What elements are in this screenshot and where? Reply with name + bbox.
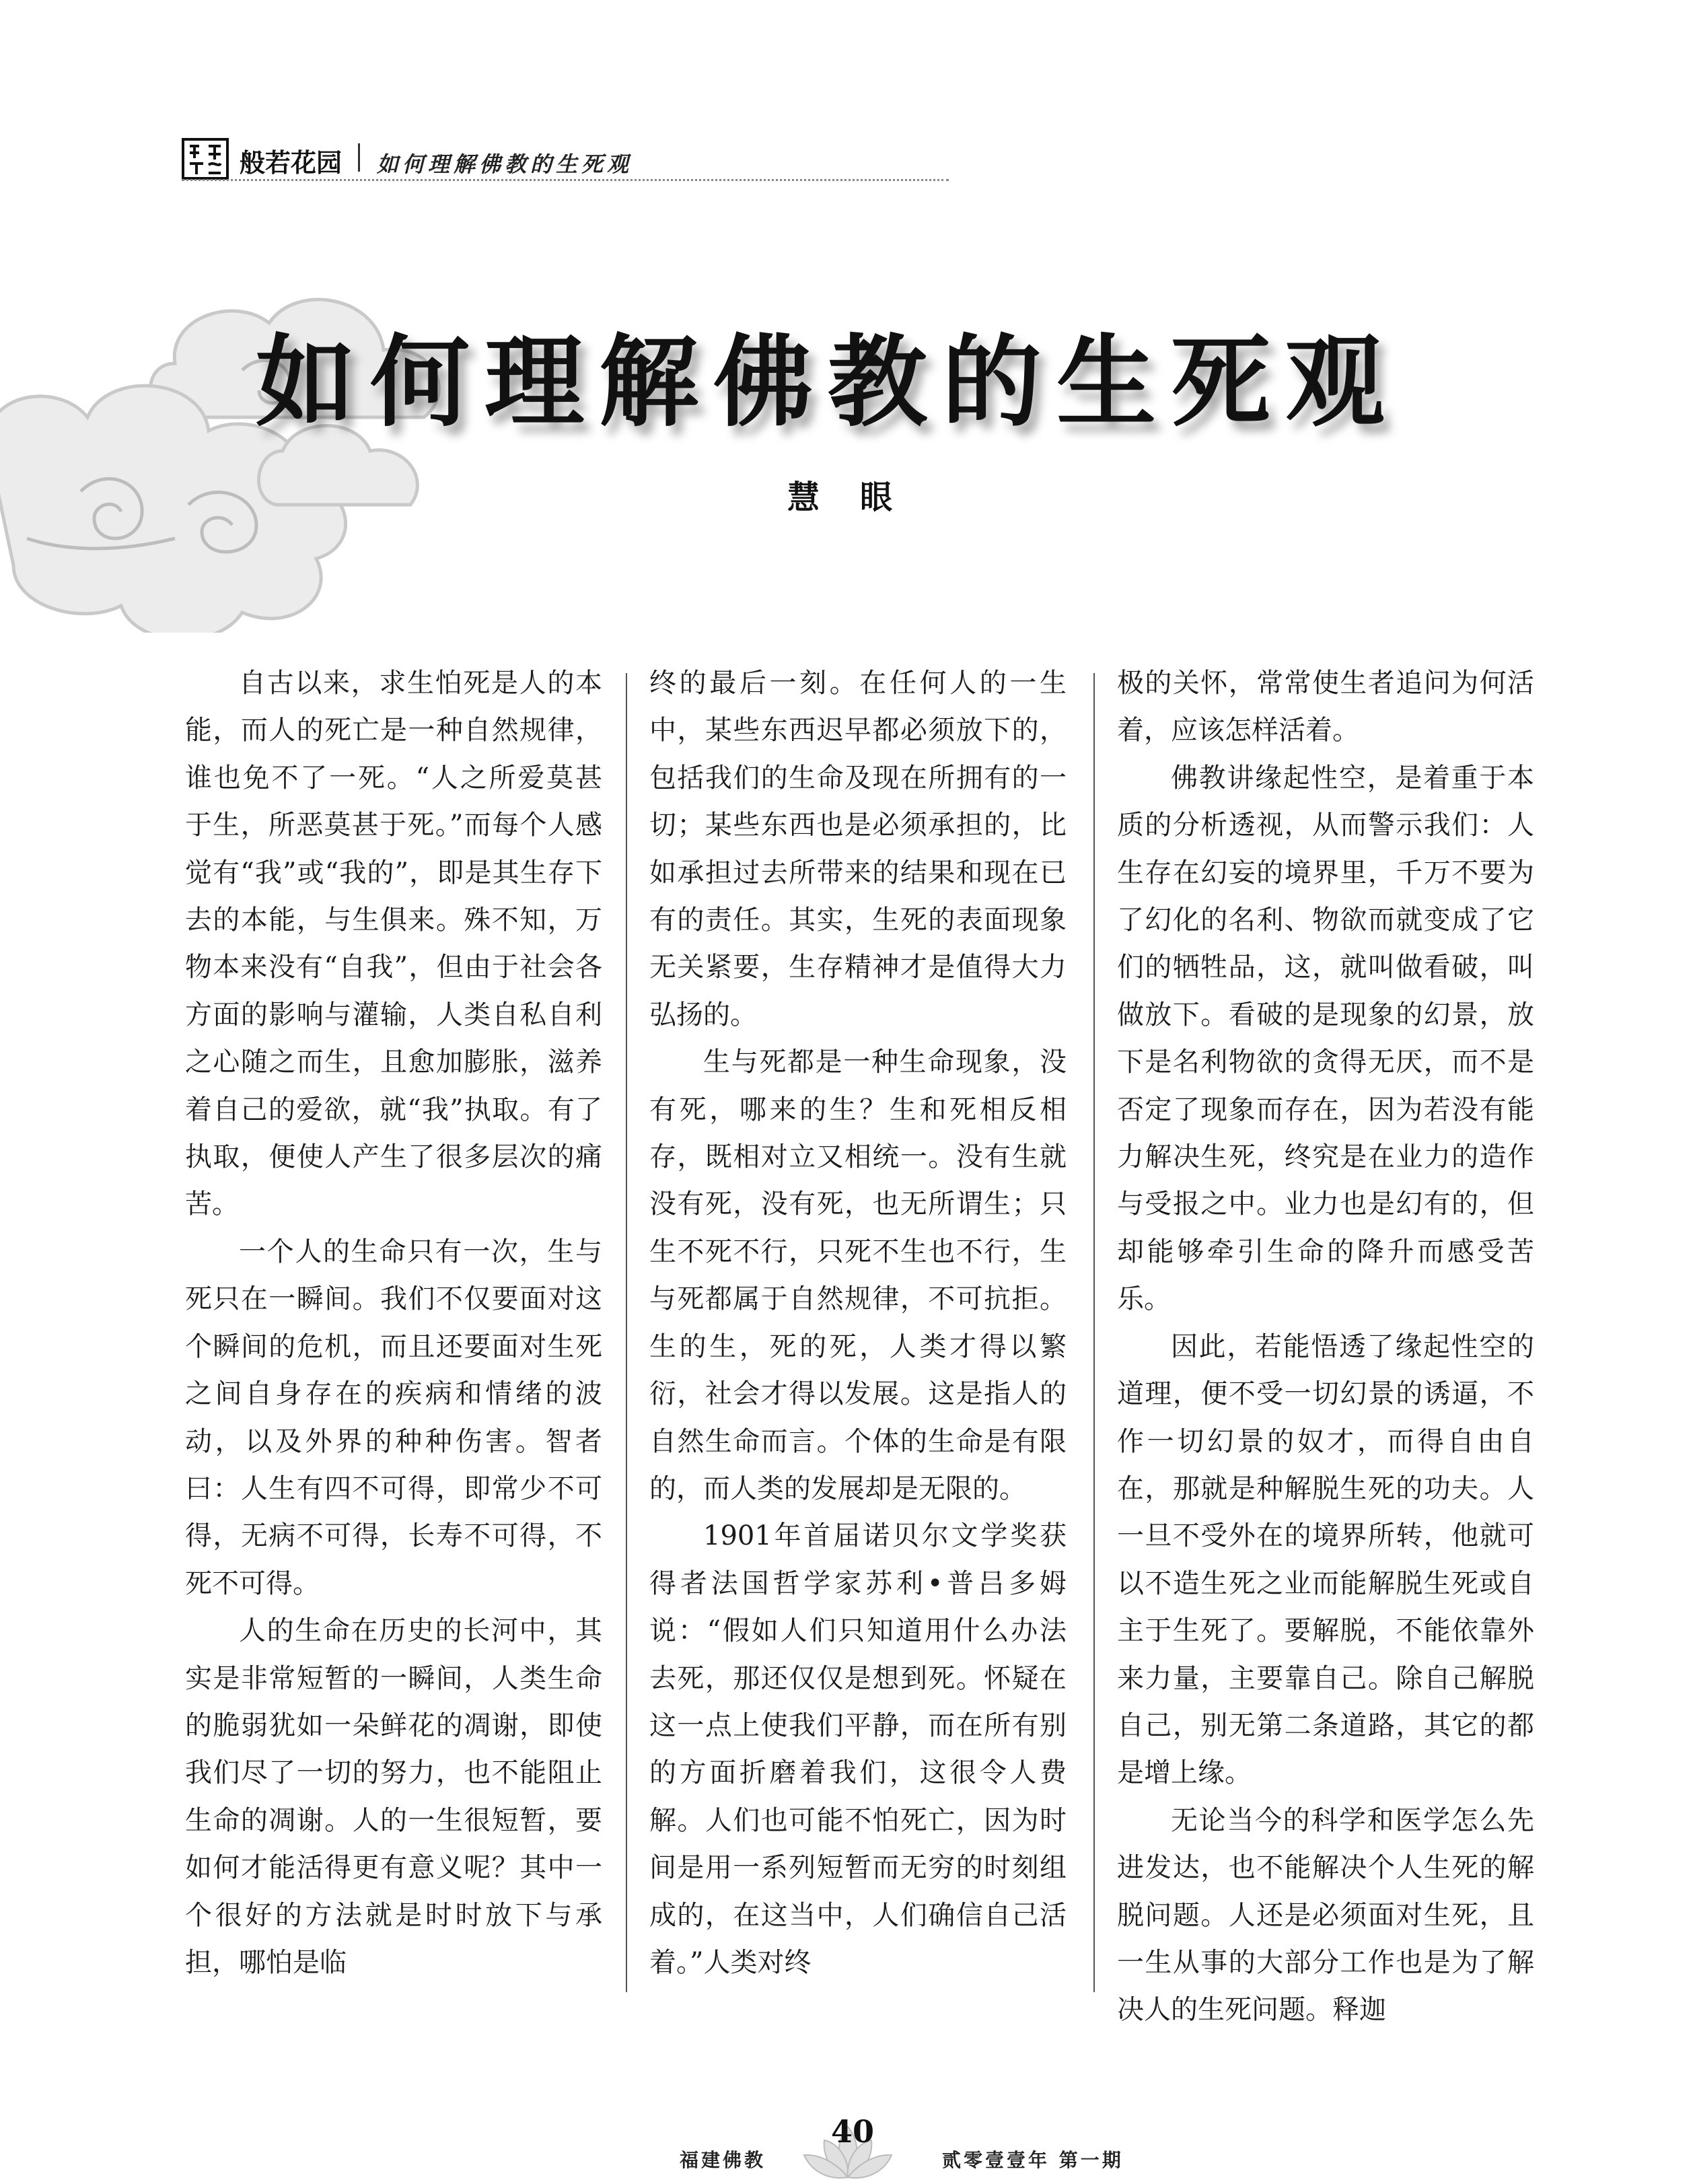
paragraph: 无论当今的科学和医学怎么先进发达，也不能解决个人生死的解脱问题。人还是必须面对生死，且一生从事的大部分工作也是为了解决人的生死问题。释迦	[1117, 1804, 1534, 2026]
paragraph: 终的最后一刻。在任何人的一生中，某些东西迟早都必须放下的，包括我们的生命及现在所拥有的一切；某些东西也是必须承担的，比如承担过去所带来的结果和现在已有的责任。其实，生死的表面现象无关紧要，生存精神才是值得大力弘扬的。	[649, 668, 1067, 1030]
header-divider	[358, 143, 360, 172]
text-column-1	[185, 660, 602, 1986]
paragraph: 一个人的生命只有一次，生与死只在一瞬间。我们不仅要面对这个瞬间的危机，而且还要面对生死之间自身存在的疾病和情绪的波动，以及外界的种种伤害。智者曰：人生有四不可得，即常少不可得，无病不可得，长寿不可得，不死不可得。	[185, 1236, 602, 1599]
journal-seal-logo	[182, 138, 229, 180]
paragraph: 人的生命在历史的长河中，其实是非常短暂的一瞬间，人类生命的脆弱犹如一朵鲜花的凋谢，即使我们尽了一切的努力，也不能阻止生命的凋谢。人的一生很短暂，要如何才能活得更有意义呢？其中一个很好的方法就是时时放下与承担，哪怕是临	[185, 1615, 602, 1978]
header-dotted-rule	[182, 179, 949, 181]
paragraph: 1901年首届诺贝尔文学奖获得者法国哲学家苏利•普吕多姆说：“假如人们只知道用什么办法去死，那还仅仅是想到死。怀疑在这一点上使我们平静，而在所有别的方面折磨着我们，这很令人费解。人们也可能不怕死亡，因为时间是用一系列短暂而无穷的时刻组成的，在这当中，人们确信自己活着。”人类对终	[649, 1520, 1067, 1978]
paragraph: 佛教讲缘起性空，是着重于本质的分析透视，从而警示我们：人生存在幻妄的境界里，千万不要为了幻化的名利、物欲而就变成了它们的牺牲品，这，就叫做看破，叫做放下。看破的是现象的幻景，放下是名利物欲的贪得无厌，而不是否定了现象而存在，因为若没有能力解决生死，终究是在业力的造作与受报之中。业力也是幻有的，但却能够牵引生命的降升而感受苦乐。	[1117, 762, 1534, 1315]
paragraph: 生与死都是一种生命现象，没有死，哪来的生？生和死相反相存，既相对立又相统一。没有生就没有死，没有死，也无所谓生；只生不死不行，只死不生也不行，生与死都属于自然规律，不可抗拒。生的生，死的死，人类才得以繁衍，社会才得以发展。这是指人的自然生命而言。个体的生命是有限的，而人类的发展却是无限的。	[649, 1047, 1067, 1504]
running-title: 如何理解佛教的生死观	[377, 151, 633, 177]
text-column-2	[649, 660, 1067, 1986]
footer-issue: 贰零壹壹年 第一期	[942, 2149, 1124, 2171]
article-author: 慧眼	[787, 479, 933, 516]
column-divider	[1093, 673, 1095, 1992]
page-number: 40	[831, 2113, 875, 2150]
section-name: 般若花园	[240, 148, 343, 178]
paragraph: 因此，若能悟透了缘起性空的道理，便不受一切幻景的诱逼，不作一切幻景的奴才，而得自由自在，那就是种解脱生死的功夫。人一旦不受外在的境界所转，他就可以不造生死之业而能解脱生死或自主于生死了。要解脱，不能依靠外来力量，主要靠自己。除自己解脱自己，别无第二条道路，其它的都是增上缘。	[1117, 1331, 1534, 1789]
footer-journal: 福建佛教	[680, 2149, 766, 2171]
running-header	[182, 138, 949, 178]
paragraph: 自古以来，求生怕死是人的本能，而人的死亡是一种自然规律，谁也免不了一死。“人之所爱莫甚于生，所恶莫甚于死。”而每个人感觉有“我”或“我的”，即是其生存下去的本能，与生俱来。殊不知，万物本来没有“自我”，但由于社会各方面的影响与灌输，人类自私自利之心随之而生，且愈加膨胀，滋养着自己的爱欲，就“我”执取。有了执取，便使人产生了很多层次的痛苦。	[185, 668, 602, 1220]
article-title: 如何理解佛教的生死观	[256, 323, 1400, 440]
text-column-3	[1117, 660, 1534, 2034]
paragraph: 极的关怀，常常使生者追问为何活着，应该怎样活着。	[1117, 668, 1534, 746]
column-divider	[626, 673, 627, 1992]
